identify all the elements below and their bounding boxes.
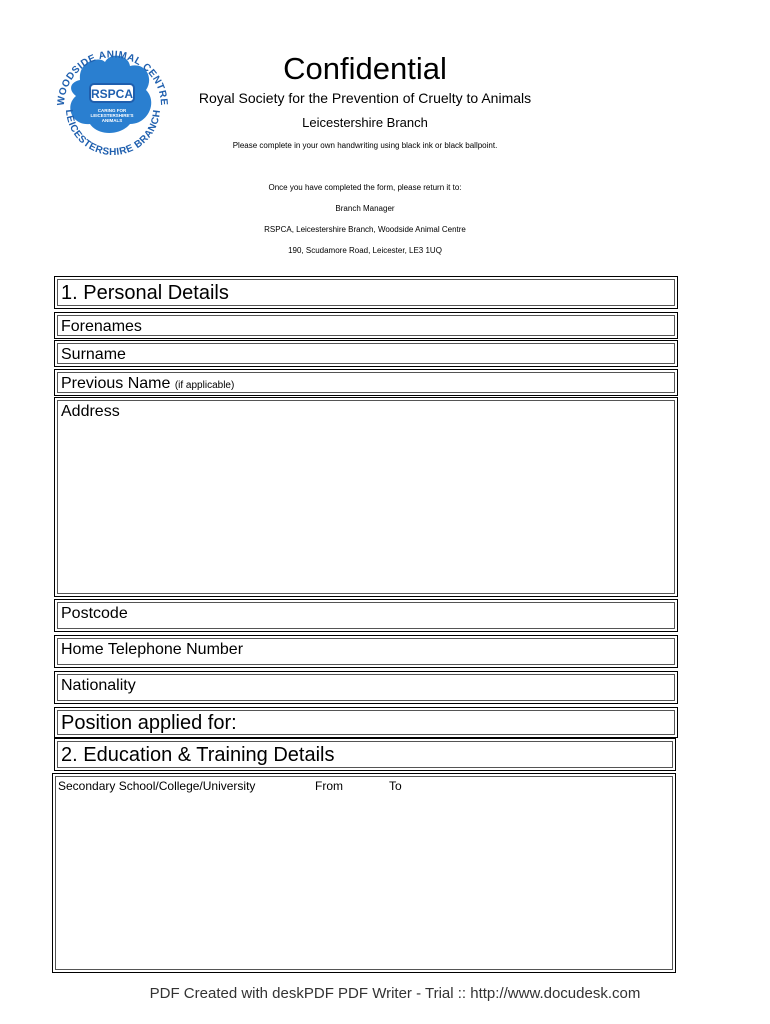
surname-field[interactable]: [54, 340, 678, 367]
nationality-field[interactable]: [54, 671, 678, 704]
column-header-school: Secondary School/College/University: [58, 779, 256, 793]
address-field[interactable]: [54, 397, 678, 597]
svg-text:RSPCA: RSPCA: [90, 87, 134, 101]
field-label: Postcode: [61, 605, 128, 622]
return-address-line: Branch Manager: [335, 204, 395, 213]
section-personal-details-header: [54, 276, 678, 309]
field-label: Nationality: [61, 677, 136, 694]
svg-text:LEICESTERSHIRE BRANCH: LEICESTERSHIRE BRANCH: [62, 108, 164, 159]
education-table[interactable]: [52, 773, 676, 973]
handwriting-instruction: Please complete in your own handwriting using black ink or black ballpoint.: [232, 141, 498, 150]
position-applied-field[interactable]: [54, 707, 678, 738]
return-address-line: 190, Scudamore Road, Leicester, LE3 1UQ: [288, 246, 442, 255]
previous-name-field[interactable]: [54, 369, 678, 396]
branch-name: Leicestershire Branch: [302, 115, 428, 130]
svg-text:ANIMALS: ANIMALS: [101, 118, 123, 123]
section-heading: 2. Education & Training Details: [61, 744, 335, 766]
field-label: Address: [61, 403, 120, 420]
section-education-header: [54, 738, 676, 771]
rspca-woodside-logo: [50, 40, 175, 162]
field-label: Forenames: [61, 318, 142, 335]
postcode-field[interactable]: [54, 599, 678, 632]
svg-text:WOODSIDE ANIMAL CENTRE: WOODSIDE ANIMAL CENTRE: [55, 49, 170, 107]
field-note: (if applicable): [174, 380, 235, 391]
column-header-to: To: [389, 779, 402, 793]
svg-text:CARING FOR: CARING FOR: [97, 108, 127, 113]
field-label: Home Telephone Number: [61, 641, 244, 658]
forenames-field[interactable]: [54, 312, 678, 339]
return-intro: Once you have completed the form, please return it to:: [268, 183, 462, 192]
field-label: Surname: [61, 346, 126, 363]
page-title: Confidential: [283, 51, 447, 86]
return-address-line: RSPCA, Leicestershire Branch, Woodside Animal Centre: [264, 225, 466, 234]
svg-text:LEICESTERSHIRE'S: LEICESTERSHIRE'S: [90, 113, 134, 118]
home-telephone-field[interactable]: [54, 635, 678, 668]
field-label: Previous Name (if applicable): [61, 375, 235, 392]
pdf-footer: PDF Created with deskPDF PDF Writer - Trial :: http://www.docudesk.com: [149, 985, 641, 1002]
field-label: Position applied for:: [61, 712, 237, 734]
column-header-from: From: [315, 779, 343, 793]
organisation-name: Royal Society for the Prevention of Cruelty to Animals: [198, 90, 532, 106]
section-heading: 1. Personal Details: [61, 282, 229, 304]
